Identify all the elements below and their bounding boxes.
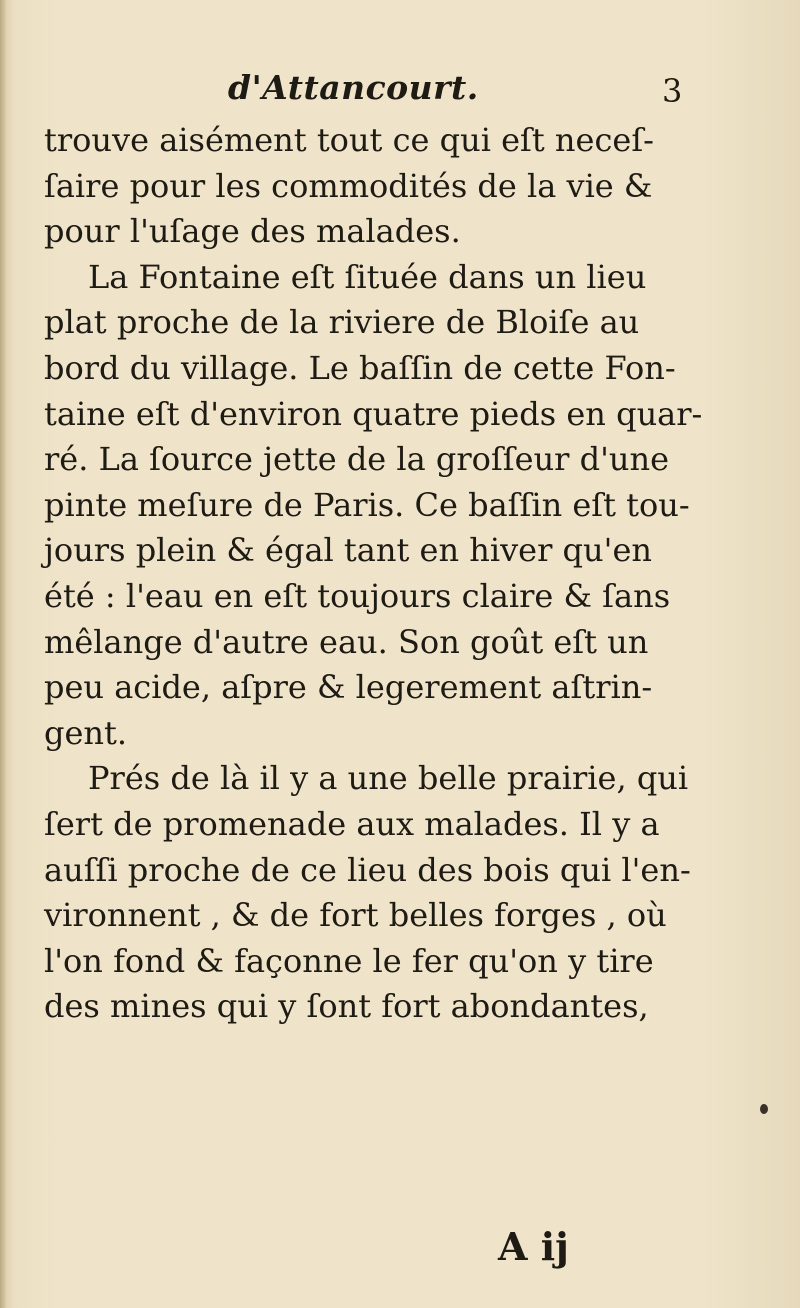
text-line: l'on fond & façonne le fer qu'on y tire	[44, 941, 654, 980]
page-number: 3	[662, 72, 683, 110]
text-line: pour l'uſage des malades.	[44, 212, 461, 251]
ink-spot	[760, 1104, 768, 1114]
text-line: été : l'eau en eſt toujours claire & ſans	[44, 576, 671, 615]
text-line: ſert de promenade aux malades. Il y a	[44, 804, 660, 843]
text-line: mêlange d'autre eau. Son goût eſt un	[44, 622, 649, 661]
text-line: jours plein & égal tant en hiver qu'en	[44, 531, 652, 570]
text-line: trouve aisément tout ce qui eſt neceſ-	[44, 121, 654, 159]
text-line: La Fontaine eſt ſituée dans un lieu	[88, 257, 647, 296]
text-line: plat proche de la riviere de Bloiſe au	[44, 303, 640, 342]
text-line: taine eſt d'environ quatre pieds en quar-	[44, 394, 703, 433]
text-line: ſaire pour les commodités de la vie &	[44, 166, 653, 205]
text-line: pinte meſure de Paris. Ce baſſin eſt tou-	[44, 485, 690, 524]
signature-mark: A ij	[498, 1224, 569, 1269]
text-line: peu acide, aſpre & legerement aſtrin-	[44, 668, 653, 707]
text-line: Prés de là il y a une belle prairie, qui	[88, 759, 689, 798]
text-line: auſſi proche de ce lieu des bois qui l'en-	[44, 850, 691, 889]
text-line: gent.	[44, 713, 128, 752]
running-head	[0, 68, 800, 108]
page-gutter	[0, 0, 6, 1308]
text-line: des mines qui y ſont fort abondantes,	[44, 987, 649, 1026]
body-text	[44, 118, 704, 1030]
text-line: bord du village. Le baſſin de cette Fon-	[44, 348, 676, 387]
running-head-title: d'Attancourt.	[228, 68, 479, 107]
text-line: vironnent , & de fort belles forges , où	[44, 896, 667, 935]
text-line: ré. La ſource jette de la groſſeur d'une	[44, 440, 670, 479]
